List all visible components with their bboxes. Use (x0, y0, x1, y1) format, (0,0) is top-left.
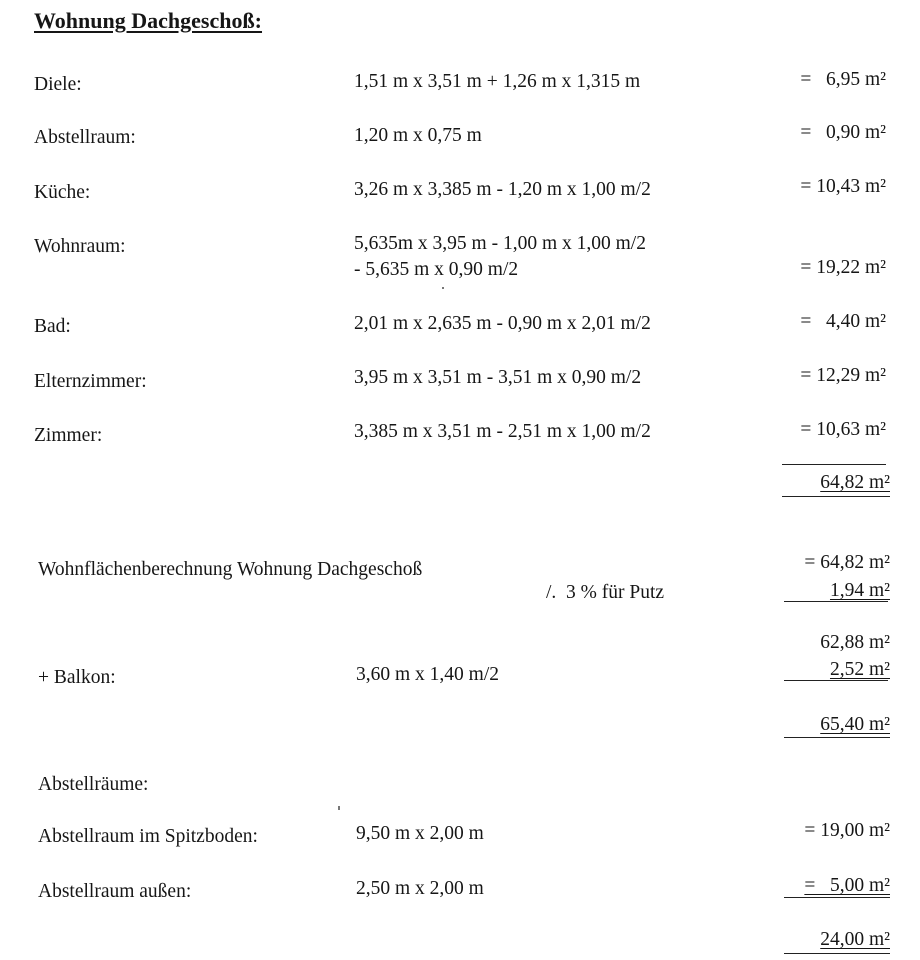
room-formula: 5,635m x 3,95 m - 1,00 m x 1,00 m/2 (354, 233, 646, 254)
room-formula: 3,385 m x 3,51 m - 2,51 m x 1,00 m/2 (354, 421, 651, 442)
balcony-value: 2,52 m² (829, 659, 890, 680)
room-formula: 2,01 m x 2,635 m - 0,90 m x 2,01 m/2 (354, 313, 651, 334)
storage-formula: 2,50 m x 2,00 m (356, 878, 484, 899)
storage-formula: 9,50 m x 2,00 m (356, 823, 484, 844)
storage-heading: Abstellräume: (38, 774, 149, 795)
room-result: = 4,40 m² (800, 311, 886, 332)
room-label: Diele: (34, 74, 82, 95)
deduction-value: 1,94 m² (829, 580, 890, 601)
room-formula: 3,26 m x 3,385 m - 1,20 m x 1,00 m/2 (354, 179, 651, 200)
sum-line (782, 464, 886, 465)
room-formula: 1,20 m x 0,75 m (354, 125, 482, 146)
storage-line (784, 897, 890, 898)
room-result: = 6,95 m² (800, 69, 886, 90)
room-label: Küche: (34, 182, 91, 203)
room-result: = 12,29 m² (800, 365, 886, 386)
storage-label: Abstellraum außen: (38, 881, 192, 902)
room-formula-continued: - 5,635 m x 0,90 m/2 (354, 259, 519, 280)
room-formula: 3,95 m x 3,51 m - 3,51 m x 0,90 m/2 (354, 367, 642, 388)
double-underline (782, 496, 890, 497)
room-result: = 10,43 m² (800, 176, 886, 197)
room-label: Elternzimmer: (34, 371, 147, 392)
storage-total-double-underline (784, 953, 890, 954)
total-double-underline (784, 737, 890, 738)
page-title: Wohnung Dachgeschoß: (34, 8, 263, 33)
balcony-line (784, 680, 888, 681)
balcony-label: + Balkon: (38, 667, 116, 688)
room-label: Abstellraum: (34, 127, 136, 148)
room-formula: 1,51 m x 3,51 m + 1,26 m x 1,315 m (354, 71, 641, 92)
room-result: = 10,63 m² (800, 419, 886, 440)
storage-label: Abstellraum im Spitzboden: (38, 826, 258, 847)
subtotal-value: 64,82 m² (820, 472, 890, 493)
room-label: Wohnraum: (34, 236, 126, 257)
room-label: Bad: (34, 316, 71, 337)
scan-speck (338, 806, 340, 810)
storage-result: = 5,00 m² (804, 875, 890, 896)
balcony-formula: 3,60 m x 1,40 m/2 (356, 664, 500, 685)
room-label: Zimmer: (34, 425, 103, 446)
deduction-label: /. 3 % für Putz (546, 582, 665, 603)
total-value: 65,40 m² (820, 714, 890, 735)
scan-speck (442, 287, 444, 289)
deduction-line (784, 601, 888, 602)
summary-value: = 64,82 m² (804, 552, 890, 573)
room-result: = 19,22 m² (800, 257, 886, 278)
summary-label: Wohnflächenberechnung Wohnung Dachgeschoß (38, 559, 423, 580)
storage-total: 24,00 m² (820, 929, 890, 950)
net-value: 62,88 m² (820, 632, 890, 653)
room-result: = 0,90 m² (800, 122, 886, 143)
storage-result: = 19,00 m² (804, 820, 890, 841)
